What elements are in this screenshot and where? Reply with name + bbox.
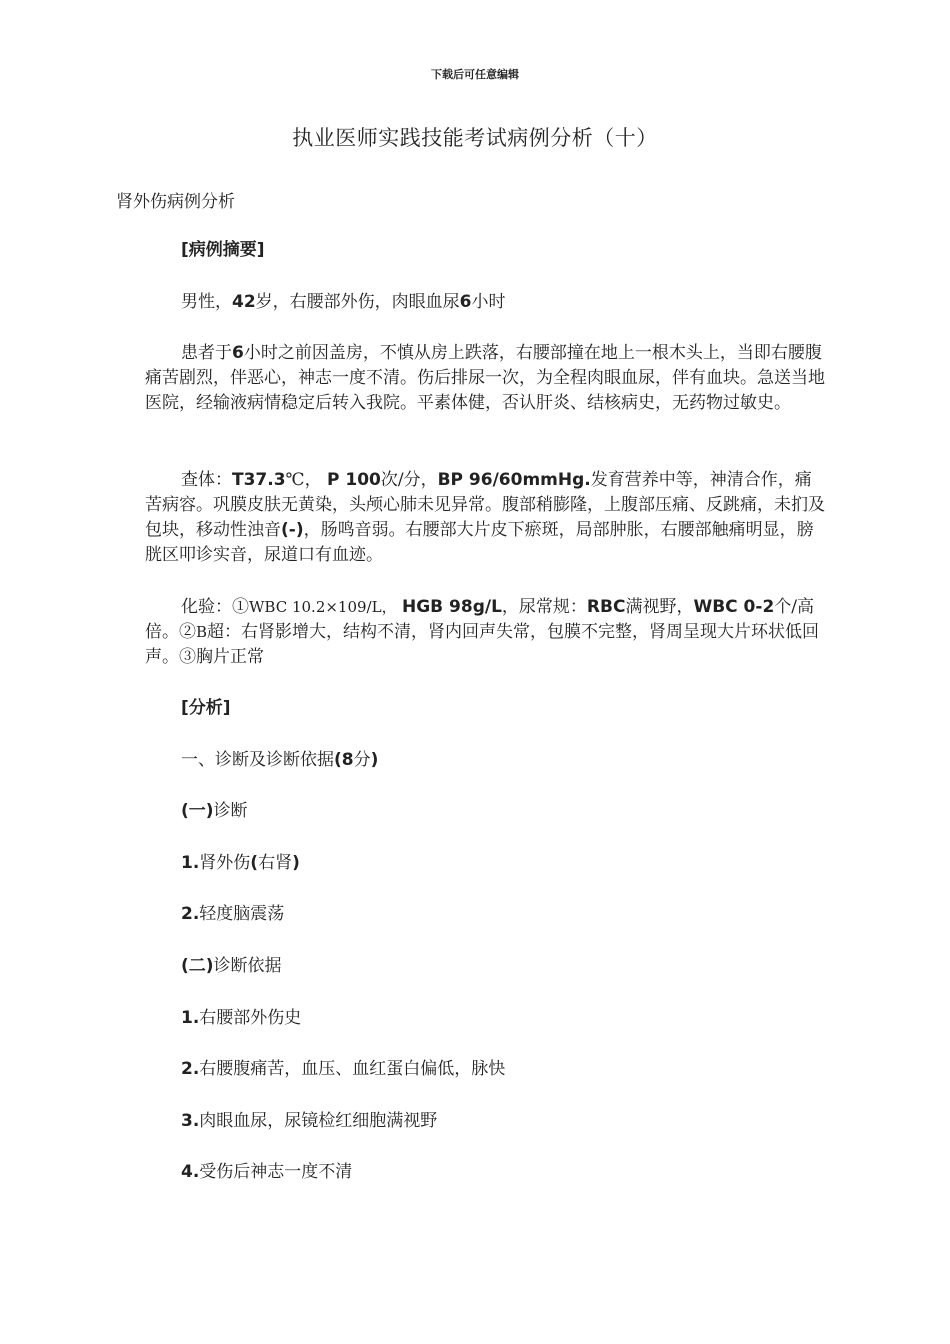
analysis-heading: [分析] (181, 698, 231, 718)
history-paragraph: 患者于6小时之前因盖房，不慎从房上跌落，右腰部撞在地上一根木头上，当即右腰腹痛苦剧烈，伴恶心，神志一度不清。伤后排尿一次，为全程肉眼血尿，伴有血块。急送当地医院，经输液病情稳定后转入我院。平素体健，否认肝炎、结核病史，无药物过敏史。 (145, 343, 825, 413)
analysis-line-9: 4.受伤后神志一度不清 (181, 1162, 353, 1182)
analysis-line-6: 1.右腰部外伤史 (181, 1008, 302, 1028)
exam-paragraph: 查体：T37.3℃， P 100次/分，BP 96/60mmHg.发育营养中等，神清合作，痛苦病容。巩膜皮肤无黄染，头颅心肺未见异常。腹部稍膨隆，上腹部压痛、反跳痛，未扪及包块，移动性浊音(-)，肠鸣音弱。右腰部大片皮下瘀斑，局部肿胀，右腰部触痛明显，膀胱区叩诊实音，尿道口有血迹。 (145, 470, 825, 565)
page-title: 执业医师实践技能考试病例分析（十） (292, 126, 658, 150)
section-title: 肾外伤病例分析 (116, 192, 235, 212)
chief-complaint: 男性，42岁，右腰部外伤，肉眼血尿6小时 (181, 292, 506, 312)
analysis-line-4: 2.轻度脑震荡 (181, 904, 285, 924)
analysis-line-8: 3.肉眼血尿，尿镜检红细胞满视野 (181, 1111, 438, 1131)
analysis-line-3: 1.肾外伤(右肾) (181, 853, 300, 873)
analysis-line-5: (二)诊断依据 (181, 956, 282, 976)
analysis-line-2: (一)诊断 (181, 801, 248, 821)
analysis-line-1: 一、诊断及诊断依据(8分) (181, 750, 379, 770)
lab-paragraph: 化验：①WBC 10.2×109/L， HGB 98g/L，尿常规：RBC满视野，WBC 0-2个/高倍。②B超：右肾影增大，结构不清，肾内回声失常，包膜不完整，肾周呈现大片环状低回声。③胸片正常 (145, 597, 820, 667)
analysis-line-7: 2.右腰腹痛苦，血压、血红蛋白偏低，脉快 (181, 1059, 506, 1079)
header-note: 下载后可任意编辑 (431, 68, 519, 81)
summary-heading: [病例摘要] (181, 240, 265, 260)
